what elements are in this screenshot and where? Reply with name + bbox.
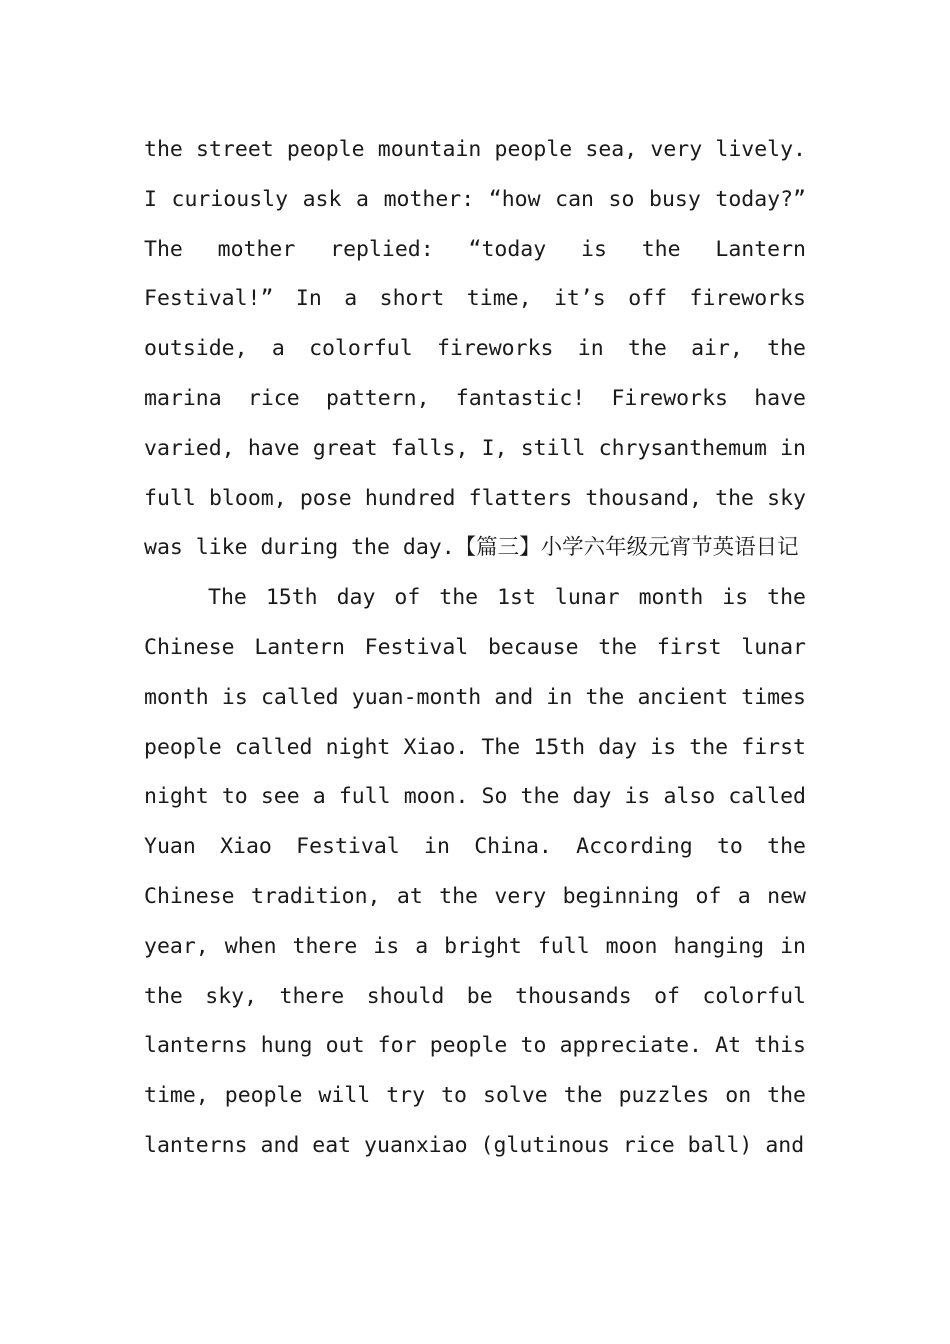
paragraph-lantern-festival: The 15th day of the 1st lunar month is the Chinese Lantern Festival because the first lunar month is called yuan-month and in the ancient times people called night Xiao. The 15th day is the first night to see a full moon. So the day is also called Yuan Xiao Festival in China. According to the Chinese tradition, at the very beginning of a new year, when there is a bright full moon hanging in the sky, there should be thousands of colorful lanterns hung out for people to appreciate. At this time, people will try to solve the puzzles on the lanterns and eat yuanxiao (glutinous rice ball) and <box>144 585 806 1158</box>
paragraph-continuation: the street people mountain people sea, very lively. I curiously ask a mother: “how can so busy today?” The mother replied: “today is the Lantern Festival!” In a short time, it’s off fireworks outside, a colorful fireworks in the air, the marina rice pattern, fantastic! Fireworks have varied, have great falls, I, still chrysanthemum in full bloom, pose hundred flatters thousand, the sky was like during the day.【篇三】小学六年级元宵节英语日记 <box>144 137 806 561</box>
body-text <box>144 125 806 1171</box>
